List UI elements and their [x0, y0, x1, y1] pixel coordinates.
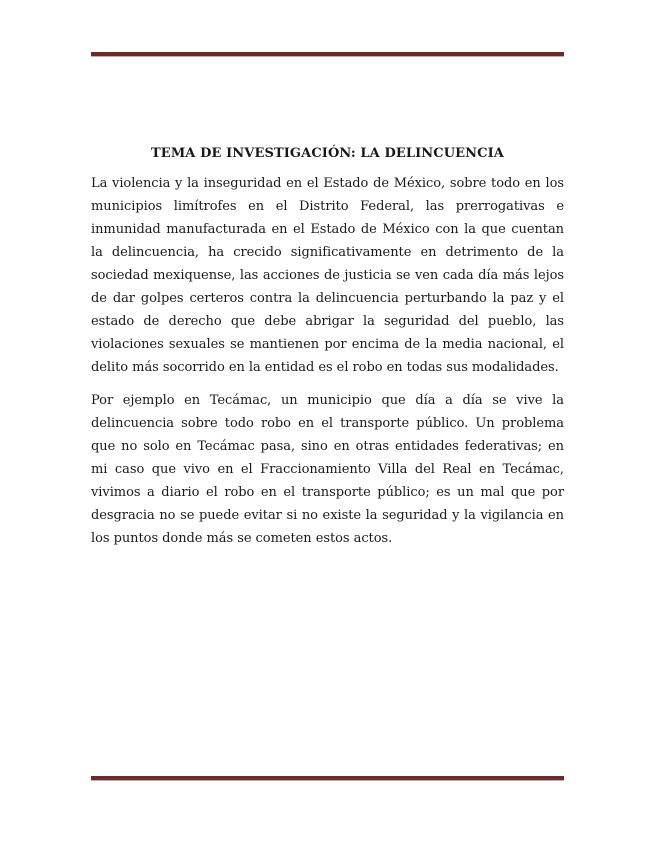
paragraph-1: La violencia y la inseguridad en el Estado de México, sobre todo en los municipios limítrofes en el Distrito Federal, las prerrogativas e inmunidad manufacturada en el Estado de México con la que cuentan la delincuencia, ha crecido significativamente en detrimento de la sociedad mexiquense, las acciones de justicia se ven cada día más lejos de dar golpes certeros contra la delincuencia perturbando la paz y el estado de derecho que debe abrigar la seguridad del pueblo, las violaciones sexuales se mantienen por encima de la media nacional, el delito más socorrido en la entidad es el robo en todas sus modalidades.: [91, 176, 564, 375]
paragraph-2: Por ejemplo en Tecámac, un municipio que día a día se vive la delincuencia sobre todo robo en el transporte público. Un problema que no solo en Tecámac pasa, sino en otras entidades federativas; en mi caso que vivo en el Fraccionamiento Villa del Real en Tecámac, vivimos a diario el robo en el transporte público; es un mal que por desgracia no se puede evitar si no existe la seguridad y la vigilancia en los puntos donde más se cometen estos actos.: [91, 393, 564, 546]
footer-rule: [91, 776, 564, 781]
document-title: TEMA DE INVESTIGACIÓN: LA DELINCUENCIA: [151, 146, 504, 161]
document-body: [91, 146, 564, 560]
header-rule: [91, 52, 564, 57]
